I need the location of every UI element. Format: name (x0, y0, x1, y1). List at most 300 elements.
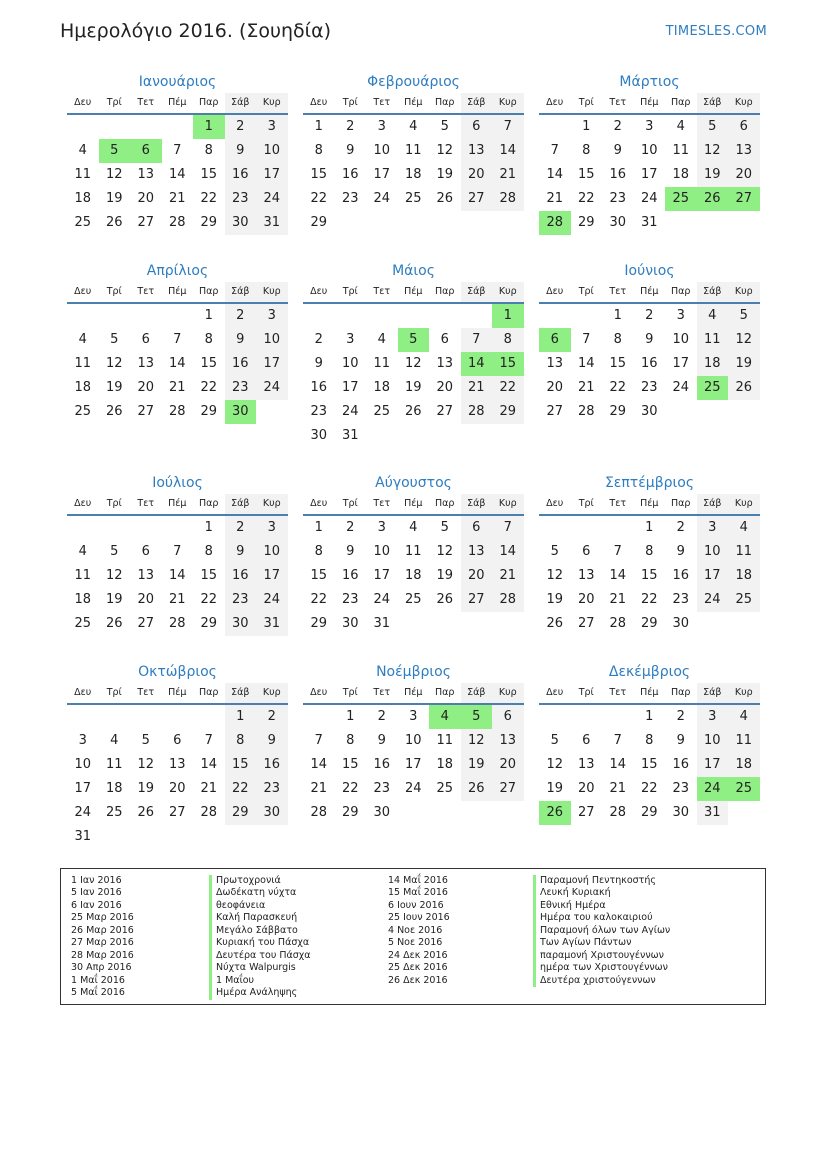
day-cell[interactable]: 19 (697, 163, 729, 187)
day-cell[interactable]: 21 (200, 781, 218, 796)
day-cell[interactable]: 12 (137, 757, 155, 772)
day-cell[interactable]: 15 (200, 167, 218, 182)
day-cell[interactable]: 17 (256, 163, 288, 187)
day-cell[interactable]: 22 (225, 777, 257, 801)
day-cell[interactable]: 20 (728, 163, 760, 187)
day-cell[interactable]: 29 (310, 215, 328, 230)
day-cell[interactable]: 9 (256, 729, 288, 753)
day-cell[interactable]: 16 (373, 757, 391, 772)
day-cell[interactable]: 25 (74, 404, 92, 419)
day-cell[interactable]: 2 (256, 705, 288, 729)
day-cell[interactable]: 13 (137, 568, 155, 583)
day-cell[interactable]: 4 (728, 516, 760, 540)
day-cell[interactable]: 7 (613, 733, 622, 748)
day-cell[interactable]: 21 (310, 781, 328, 796)
day-cell[interactable]: 21 (168, 380, 186, 395)
day-cell[interactable]: 16 (341, 568, 359, 583)
day-cell[interactable]: 18 (697, 352, 729, 376)
day-cell[interactable]: 23 (225, 588, 257, 612)
day-cell[interactable]: 3 (256, 304, 288, 328)
day-cell[interactable]: 28 (310, 805, 328, 820)
day-cell[interactable]: 23 (341, 191, 359, 206)
day-cell[interactable]: 15 (310, 167, 328, 182)
day-cell[interactable]: 19 (546, 592, 564, 607)
day-cell[interactable]: 20 (436, 380, 454, 395)
day-cell[interactable]: 15 (200, 568, 218, 583)
day-cell[interactable]: 9 (676, 733, 685, 748)
holiday-day-cell[interactable]: 27 (728, 187, 760, 211)
day-cell[interactable]: 10 (373, 143, 391, 158)
day-cell[interactable]: 5 (110, 332, 119, 347)
day-cell[interactable]: 2 (676, 709, 685, 724)
day-cell[interactable]: 7 (461, 328, 493, 352)
day-cell[interactable]: 6 (582, 544, 591, 559)
day-cell[interactable]: 27 (577, 616, 595, 631)
day-cell[interactable]: 10 (256, 139, 288, 163)
holiday-day-cell[interactable]: 4 (429, 705, 461, 729)
day-cell[interactable]: 24 (256, 376, 288, 400)
day-cell[interactable]: 22 (200, 191, 218, 206)
day-cell[interactable]: 21 (609, 781, 627, 796)
day-cell[interactable]: 21 (461, 376, 493, 400)
day-cell[interactable]: 16 (225, 564, 257, 588)
day-cell[interactable]: 17 (640, 167, 658, 182)
day-cell[interactable]: 22 (310, 592, 328, 607)
holiday-day-cell[interactable]: 1 (492, 304, 524, 328)
day-cell[interactable]: 1 (645, 709, 654, 724)
day-cell[interactable]: 27 (137, 616, 155, 631)
day-cell[interactable]: 20 (546, 380, 564, 395)
day-cell[interactable]: 25 (404, 592, 422, 607)
day-cell[interactable]: 5 (141, 733, 150, 748)
day-cell[interactable]: 23 (310, 404, 328, 419)
day-cell[interactable]: 5 (728, 304, 760, 328)
day-cell[interactable]: 11 (105, 757, 123, 772)
day-cell[interactable]: 7 (613, 544, 622, 559)
day-cell[interactable]: 14 (609, 568, 627, 583)
day-cell[interactable]: 10 (74, 757, 92, 772)
day-cell[interactable]: 22 (609, 380, 627, 395)
day-cell[interactable]: 29 (492, 400, 524, 424)
day-cell[interactable]: 2 (346, 119, 355, 134)
day-cell[interactable]: 1 (613, 308, 622, 323)
day-cell[interactable]: 24 (404, 781, 422, 796)
day-cell[interactable]: 11 (373, 356, 391, 371)
day-cell[interactable]: 29 (341, 805, 359, 820)
day-cell[interactable]: 28 (461, 400, 493, 424)
day-cell[interactable]: 1 (204, 520, 213, 535)
day-cell[interactable]: 5 (550, 733, 559, 748)
day-cell[interactable]: 5 (550, 544, 559, 559)
day-cell[interactable]: 11 (404, 143, 422, 158)
day-cell[interactable]: 11 (74, 568, 92, 583)
day-cell[interactable]: 19 (404, 380, 422, 395)
day-cell[interactable]: 13 (137, 167, 155, 182)
day-cell[interactable]: 11 (728, 540, 760, 564)
day-cell[interactable]: 17 (697, 753, 729, 777)
day-cell[interactable]: 16 (310, 380, 328, 395)
day-cell[interactable]: 15 (200, 356, 218, 371)
day-cell[interactable]: 30 (609, 215, 627, 230)
day-cell[interactable]: 23 (256, 777, 288, 801)
holiday-day-cell[interactable]: 6 (130, 139, 162, 163)
day-cell[interactable]: 9 (225, 328, 257, 352)
day-cell[interactable]: 28 (200, 805, 218, 820)
day-cell[interactable]: 7 (204, 733, 213, 748)
day-cell[interactable]: 6 (582, 733, 591, 748)
day-cell[interactable]: 7 (492, 115, 524, 139)
day-cell[interactable]: 16 (609, 167, 627, 182)
day-cell[interactable]: 6 (492, 705, 524, 729)
day-cell[interactable]: 21 (168, 191, 186, 206)
day-cell[interactable]: 24 (640, 191, 658, 206)
day-cell[interactable]: 28 (492, 187, 524, 211)
day-cell[interactable]: 19 (728, 352, 760, 376)
day-cell[interactable]: 16 (672, 568, 690, 583)
day-cell[interactable]: 29 (225, 801, 257, 825)
day-cell[interactable]: 2 (676, 520, 685, 535)
day-cell[interactable]: 28 (609, 805, 627, 820)
day-cell[interactable]: 18 (105, 781, 123, 796)
day-cell[interactable]: 22 (200, 380, 218, 395)
day-cell[interactable]: 4 (409, 520, 418, 535)
day-cell[interactable]: 24 (341, 404, 359, 419)
day-cell[interactable]: 8 (582, 143, 591, 158)
day-cell[interactable]: 18 (373, 380, 391, 395)
day-cell[interactable]: 26 (436, 191, 454, 206)
day-cell[interactable]: 17 (74, 781, 92, 796)
day-cell[interactable]: 31 (256, 211, 288, 235)
day-cell[interactable]: 12 (436, 544, 454, 559)
day-cell[interactable]: 10 (256, 328, 288, 352)
day-cell[interactable]: 10 (672, 332, 690, 347)
day-cell[interactable]: 2 (613, 119, 622, 134)
day-cell[interactable]: 28 (168, 215, 186, 230)
day-cell[interactable]: 1 (204, 308, 213, 323)
day-cell[interactable]: 14 (546, 167, 564, 182)
day-cell[interactable]: 17 (697, 564, 729, 588)
day-cell[interactable]: 12 (697, 139, 729, 163)
day-cell[interactable]: 26 (404, 404, 422, 419)
day-cell[interactable]: 14 (609, 757, 627, 772)
day-cell[interactable]: 15 (577, 167, 595, 182)
day-cell[interactable]: 20 (137, 592, 155, 607)
day-cell[interactable]: 20 (577, 781, 595, 796)
day-cell[interactable]: 21 (168, 592, 186, 607)
day-cell[interactable]: 31 (640, 215, 658, 230)
day-cell[interactable]: 27 (436, 404, 454, 419)
day-cell[interactable]: 29 (577, 215, 595, 230)
day-cell[interactable]: 11 (74, 356, 92, 371)
day-cell[interactable]: 9 (645, 332, 654, 347)
day-cell[interactable]: 28 (609, 616, 627, 631)
day-cell[interactable]: 24 (256, 588, 288, 612)
day-cell[interactable]: 31 (74, 829, 92, 844)
day-cell[interactable]: 15 (225, 753, 257, 777)
day-cell[interactable]: 1 (314, 520, 323, 535)
day-cell[interactable]: 19 (137, 781, 155, 796)
day-cell[interactable]: 7 (550, 143, 559, 158)
day-cell[interactable]: 30 (225, 612, 257, 636)
day-cell[interactable]: 23 (672, 592, 690, 607)
day-cell[interactable]: 13 (461, 540, 493, 564)
day-cell[interactable]: 26 (105, 616, 123, 631)
day-cell[interactable]: 9 (613, 143, 622, 158)
day-cell[interactable]: 4 (676, 119, 685, 134)
day-cell[interactable]: 10 (373, 544, 391, 559)
day-cell[interactable]: 18 (74, 380, 92, 395)
day-cell[interactable]: 27 (577, 805, 595, 820)
day-cell[interactable]: 3 (409, 709, 418, 724)
day-cell[interactable]: 12 (546, 757, 564, 772)
day-cell[interactable]: 7 (173, 143, 182, 158)
day-cell[interactable]: 4 (110, 733, 119, 748)
day-cell[interactable]: 29 (200, 215, 218, 230)
day-cell[interactable]: 12 (436, 143, 454, 158)
day-cell[interactable]: 14 (168, 568, 186, 583)
day-cell[interactable]: 18 (436, 757, 454, 772)
day-cell[interactable]: 23 (373, 781, 391, 796)
day-cell[interactable]: 27 (492, 777, 524, 801)
day-cell[interactable]: 11 (436, 733, 454, 748)
day-cell[interactable]: 5 (440, 119, 449, 134)
day-cell[interactable]: 6 (461, 115, 493, 139)
day-cell[interactable]: 1 (225, 705, 257, 729)
day-cell[interactable]: 22 (310, 191, 328, 206)
day-cell[interactable]: 18 (728, 564, 760, 588)
day-cell[interactable]: 7 (173, 332, 182, 347)
day-cell[interactable]: 19 (436, 568, 454, 583)
day-cell[interactable]: 15 (341, 757, 359, 772)
day-cell[interactable]: 18 (672, 167, 690, 182)
day-cell[interactable]: 22 (200, 592, 218, 607)
day-cell[interactable]: 9 (346, 143, 355, 158)
day-cell[interactable]: 5 (697, 115, 729, 139)
day-cell[interactable]: 4 (697, 304, 729, 328)
day-cell[interactable]: 18 (74, 592, 92, 607)
day-cell[interactable]: 24 (672, 380, 690, 395)
day-cell[interactable]: 30 (256, 801, 288, 825)
day-cell[interactable]: 23 (640, 380, 658, 395)
day-cell[interactable]: 2 (314, 332, 323, 347)
day-cell[interactable]: 26 (137, 805, 155, 820)
day-cell[interactable]: 6 (440, 332, 449, 347)
day-cell[interactable]: 18 (404, 568, 422, 583)
day-cell[interactable]: 22 (640, 592, 658, 607)
day-cell[interactable]: 15 (609, 356, 627, 371)
day-cell[interactable]: 7 (492, 516, 524, 540)
day-cell[interactable]: 2 (377, 709, 386, 724)
day-cell[interactable]: 4 (377, 332, 386, 347)
day-cell[interactable]: 22 (640, 781, 658, 796)
day-cell[interactable]: 20 (137, 191, 155, 206)
day-cell[interactable]: 19 (105, 191, 123, 206)
day-cell[interactable]: 11 (672, 143, 690, 158)
day-cell[interactable]: 14 (310, 757, 328, 772)
day-cell[interactable]: 3 (697, 516, 729, 540)
day-cell[interactable]: 18 (74, 191, 92, 206)
day-cell[interactable]: 6 (461, 516, 493, 540)
holiday-day-cell[interactable]: 26 (697, 187, 729, 211)
day-cell[interactable]: 29 (200, 616, 218, 631)
day-cell[interactable]: 10 (697, 540, 729, 564)
day-cell[interactable]: 23 (225, 376, 257, 400)
day-cell[interactable]: 19 (436, 167, 454, 182)
day-cell[interactable]: 13 (728, 139, 760, 163)
day-cell[interactable]: 17 (341, 380, 359, 395)
day-cell[interactable]: 1 (346, 709, 355, 724)
day-cell[interactable]: 12 (105, 356, 123, 371)
day-cell[interactable]: 25 (436, 781, 454, 796)
holiday-day-cell[interactable]: 5 (461, 705, 493, 729)
day-cell[interactable]: 19 (546, 781, 564, 796)
day-cell[interactable]: 13 (168, 757, 186, 772)
day-cell[interactable]: 10 (404, 733, 422, 748)
day-cell[interactable]: 7 (582, 332, 591, 347)
day-cell[interactable]: 19 (105, 592, 123, 607)
day-cell[interactable]: 20 (168, 781, 186, 796)
day-cell[interactable]: 14 (492, 540, 524, 564)
day-cell[interactable]: 30 (640, 404, 658, 419)
day-cell[interactable]: 30 (341, 616, 359, 631)
day-cell[interactable]: 22 (492, 376, 524, 400)
day-cell[interactable]: 26 (546, 616, 564, 631)
day-cell[interactable]: 10 (341, 356, 359, 371)
day-cell[interactable]: 22 (341, 781, 359, 796)
day-cell[interactable]: 29 (609, 404, 627, 419)
day-cell[interactable]: 12 (105, 568, 123, 583)
day-cell[interactable]: 15 (310, 568, 328, 583)
day-cell[interactable]: 28 (168, 404, 186, 419)
day-cell[interactable]: 24 (256, 187, 288, 211)
day-cell[interactable]: 8 (204, 143, 213, 158)
day-cell[interactable]: 31 (697, 801, 729, 825)
day-cell[interactable]: 30 (672, 616, 690, 631)
day-cell[interactable]: 25 (74, 215, 92, 230)
day-cell[interactable]: 22 (577, 191, 595, 206)
day-cell[interactable]: 23 (672, 781, 690, 796)
day-cell[interactable]: 30 (225, 211, 257, 235)
day-cell[interactable]: 3 (256, 115, 288, 139)
day-cell[interactable]: 13 (546, 356, 564, 371)
day-cell[interactable]: 6 (728, 115, 760, 139)
day-cell[interactable]: 17 (373, 568, 391, 583)
day-cell[interactable]: 15 (640, 757, 658, 772)
day-cell[interactable]: 16 (225, 352, 257, 376)
day-cell[interactable]: 12 (546, 568, 564, 583)
day-cell[interactable]: 17 (672, 356, 690, 371)
holiday-day-cell[interactable]: 15 (492, 352, 524, 376)
day-cell[interactable]: 4 (728, 705, 760, 729)
day-cell[interactable]: 13 (137, 356, 155, 371)
day-cell[interactable]: 25 (74, 616, 92, 631)
day-cell[interactable]: 28 (577, 404, 595, 419)
day-cell[interactable]: 21 (492, 163, 524, 187)
day-cell[interactable]: 24 (373, 592, 391, 607)
day-cell[interactable]: 20 (461, 163, 493, 187)
day-cell[interactable]: 14 (492, 139, 524, 163)
day-cell[interactable]: 5 (110, 544, 119, 559)
day-cell[interactable]: 19 (461, 753, 493, 777)
day-cell[interactable]: 12 (105, 167, 123, 182)
day-cell[interactable]: 10 (697, 729, 729, 753)
day-cell[interactable]: 9 (377, 733, 386, 748)
day-cell[interactable]: 20 (461, 564, 493, 588)
day-cell[interactable]: 8 (225, 729, 257, 753)
day-cell[interactable]: 3 (697, 705, 729, 729)
day-cell[interactable]: 26 (105, 404, 123, 419)
day-cell[interactable]: 20 (492, 753, 524, 777)
day-cell[interactable]: 4 (78, 143, 87, 158)
day-cell[interactable]: 15 (640, 568, 658, 583)
day-cell[interactable]: 9 (314, 356, 323, 371)
day-cell[interactable]: 3 (256, 516, 288, 540)
day-cell[interactable]: 27 (137, 404, 155, 419)
day-cell[interactable]: 26 (105, 215, 123, 230)
holiday-day-cell[interactable]: 24 (697, 777, 729, 801)
day-cell[interactable]: 8 (492, 328, 524, 352)
day-cell[interactable]: 3 (78, 733, 87, 748)
day-cell[interactable]: 23 (609, 191, 627, 206)
day-cell[interactable]: 21 (577, 380, 595, 395)
day-cell[interactable]: 11 (74, 167, 92, 182)
day-cell[interactable]: 31 (256, 612, 288, 636)
day-cell[interactable]: 8 (204, 544, 213, 559)
day-cell[interactable]: 17 (256, 352, 288, 376)
day-cell[interactable]: 6 (141, 544, 150, 559)
day-cell[interactable]: 24 (74, 805, 92, 820)
day-cell[interactable]: 4 (78, 544, 87, 559)
day-cell[interactable]: 12 (728, 328, 760, 352)
day-cell[interactable]: 8 (314, 544, 323, 559)
day-cell[interactable]: 14 (577, 356, 595, 371)
day-cell[interactable]: 14 (200, 757, 218, 772)
holiday-day-cell[interactable]: 25 (697, 376, 729, 400)
brand-logo[interactable]: TIMESLES.COM (665, 24, 767, 39)
day-cell[interactable]: 8 (314, 143, 323, 158)
day-cell[interactable]: 18 (404, 167, 422, 182)
day-cell[interactable]: 30 (310, 428, 328, 443)
day-cell[interactable]: 30 (373, 805, 391, 820)
day-cell[interactable]: 17 (256, 564, 288, 588)
day-cell[interactable]: 13 (577, 568, 595, 583)
holiday-day-cell[interactable]: 26 (539, 801, 571, 825)
day-cell[interactable]: 30 (672, 805, 690, 820)
day-cell[interactable]: 29 (640, 616, 658, 631)
day-cell[interactable]: 9 (225, 139, 257, 163)
day-cell[interactable]: 4 (78, 332, 87, 347)
day-cell[interactable]: 6 (141, 332, 150, 347)
day-cell[interactable]: 1 (582, 119, 591, 134)
day-cell[interactable]: 12 (404, 356, 422, 371)
holiday-day-cell[interactable]: 25 (728, 777, 760, 801)
holiday-day-cell[interactable]: 6 (539, 328, 571, 352)
day-cell[interactable]: 7 (314, 733, 323, 748)
day-cell[interactable]: 21 (609, 592, 627, 607)
day-cell[interactable]: 31 (341, 428, 359, 443)
holiday-day-cell[interactable]: 28 (539, 211, 571, 235)
day-cell[interactable]: 6 (173, 733, 182, 748)
day-cell[interactable]: 25 (105, 805, 123, 820)
day-cell[interactable]: 29 (200, 404, 218, 419)
day-cell[interactable]: 16 (672, 757, 690, 772)
holiday-day-cell[interactable]: 1 (193, 115, 225, 139)
day-cell[interactable]: 3 (645, 119, 654, 134)
day-cell[interactable]: 16 (640, 356, 658, 371)
day-cell[interactable]: 18 (728, 753, 760, 777)
day-cell[interactable]: 19 (105, 380, 123, 395)
day-cell[interactable]: 20 (137, 380, 155, 395)
